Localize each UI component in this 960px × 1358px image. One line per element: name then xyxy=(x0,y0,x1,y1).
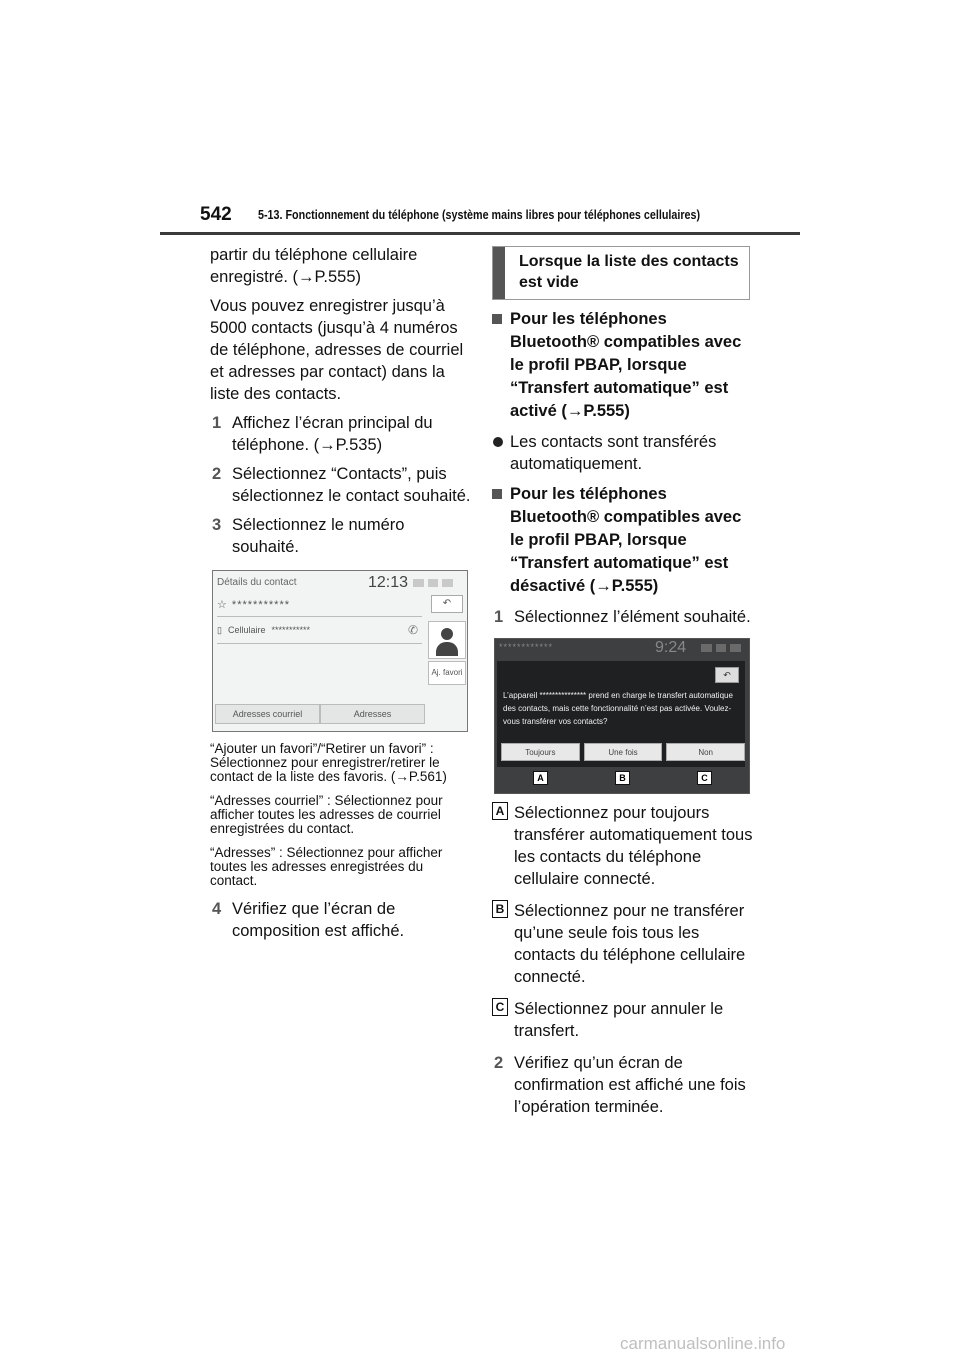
left-column xyxy=(210,244,472,949)
item-c xyxy=(492,998,754,1042)
step-text: Vérifiez que l’écran de composition est affiché. xyxy=(232,900,405,940)
square-bullet-icon xyxy=(492,314,502,324)
note-addresses: “Adresses” : Sélectionnez pour afficher toutes les adresses enregistrées du contact. xyxy=(210,845,443,888)
status-icons xyxy=(701,644,741,652)
label-box: B xyxy=(492,900,508,918)
contact-limit-text: Vous pouvez enregistrer jusqu’à 5000 contacts (jusqu’à 4 numéros de téléphone, adresses de courriel et adresses par contact) dans la liste des contacts. xyxy=(210,297,464,403)
section-box-heading xyxy=(492,246,750,300)
section-title: Lorsque la liste des contacts est vide xyxy=(519,253,739,291)
contact-name-row: ☆ *********** xyxy=(217,598,422,617)
callout-c: C xyxy=(697,771,712,785)
chapter-title: 5-13. Fonctionnement du téléphone (système mains libres pour téléphones cellulaires) xyxy=(258,208,701,222)
item-text: Sélectionnez pour annuler le transfert. xyxy=(514,1000,724,1040)
once-button: Une fois xyxy=(584,743,663,761)
phone-number-row xyxy=(217,617,422,644)
mobile-phone-icon: ▯ xyxy=(217,624,222,635)
step-2 xyxy=(210,463,472,507)
no-button: Non xyxy=(666,743,745,761)
avatar-icon xyxy=(428,621,466,659)
step-number: 2 xyxy=(212,465,222,483)
heading-bar xyxy=(493,247,505,299)
case-enabled-bullet: Les contacts sont transférés automatiquement. xyxy=(492,431,754,475)
step-number: 2 xyxy=(494,1054,504,1072)
watermark: carmanualsonline.info xyxy=(620,1334,786,1353)
step-4 xyxy=(210,898,472,942)
addresses-button: Adresses xyxy=(320,704,425,724)
right-column xyxy=(492,246,754,1125)
label-box: A xyxy=(492,802,508,820)
step-text: Vérifiez qu’un écran de confirmation est affiché une fois l’opération terminée. xyxy=(514,1054,746,1116)
step-text: Sélectionnez l’élément souhaité. xyxy=(514,608,751,626)
note-favorite: “Ajouter un favori”/“Retirer un favori” : Sélectionnez pour enregistrer/retirer le contact de la liste des favoris. (→P.561) xyxy=(210,741,447,784)
case-disabled-heading: Pour les téléphones Bluetooth® compatibles avec le profil PBAP, lorsque “Transfert automatique” est désactivé (→P.555) xyxy=(492,483,754,598)
dialog-buttons xyxy=(501,743,745,761)
step-number: 3 xyxy=(212,516,222,534)
screen-buttons xyxy=(215,704,425,724)
dialog-message: L’appareil *************** prend en charge le transfert automatique des contacts, mais cette fonctionnalité n’est pas activée. Voulez-vous transférer vos contacts? xyxy=(503,691,733,726)
transfer-dialog-screenshot xyxy=(494,638,750,794)
square-bullet-icon xyxy=(492,489,502,499)
item-a xyxy=(492,802,754,890)
item-text: Sélectionnez pour toujours transférer automatiquement tous les contacts du téléphone cellulaire connecté. xyxy=(514,804,753,888)
step-1 xyxy=(210,412,472,456)
step-number: 1 xyxy=(494,608,504,626)
step-text: Sélectionnez le numéro souhaité. xyxy=(232,516,405,556)
callout-b: B xyxy=(615,771,630,785)
step-number: 1 xyxy=(212,414,222,432)
star-icon: ☆ xyxy=(217,599,232,611)
screen-device-name: ************ xyxy=(499,642,554,652)
callout-a: A xyxy=(533,771,548,785)
screen-clock: 12:13 xyxy=(368,574,409,591)
item-text: Sélectionnez pour ne transférer qu’une seule fois tous les contacts du téléphone cellulaire connecté. xyxy=(514,902,746,986)
step-text: Sélectionnez “Contacts”, puis sélectionnez le contact souhaité. xyxy=(232,465,471,505)
add-favorite-button: Aj. favori xyxy=(428,661,466,685)
back-button: ↶ xyxy=(431,595,463,613)
phone-call-icon: ✆ xyxy=(407,623,418,637)
label-box: C xyxy=(492,998,508,1016)
step-3 xyxy=(210,514,472,558)
screen-clock: 9:24 xyxy=(655,639,687,656)
right-step-1 xyxy=(492,606,754,628)
mobile-label: Cellulaire xyxy=(227,625,266,635)
right-step-2 xyxy=(492,1052,754,1118)
masked-number: *********** xyxy=(271,625,311,635)
email-addresses-button: Adresses courriel xyxy=(215,704,320,724)
contact-details-screenshot xyxy=(212,570,468,732)
header-rule xyxy=(160,232,800,235)
item-b xyxy=(492,900,754,988)
note-emails: “Adresses courriel” : Sélectionnez pour afficher toutes les adresses de courriel enregistrées du contact. xyxy=(210,793,443,836)
step-number: 4 xyxy=(212,900,222,918)
dialog-panel xyxy=(497,661,745,767)
back-button: ↶ xyxy=(715,667,739,683)
page-number: 542 xyxy=(200,204,232,225)
step-text: Affichez l’écran principal du téléphone. (→P.535) xyxy=(232,414,433,454)
round-bullet-icon xyxy=(493,437,503,447)
screen-title: Détails du contact xyxy=(217,577,297,588)
case-enabled-heading: Pour les téléphones Bluetooth® compatibles avec le profil PBAP, lorsque “Transfert automatique” est activé (→P.555) xyxy=(492,308,754,423)
intro-text: partir du téléphone cellulaire enregistré. (→P.555) xyxy=(210,246,418,286)
status-icons xyxy=(413,579,453,587)
always-button: Toujours xyxy=(501,743,580,761)
